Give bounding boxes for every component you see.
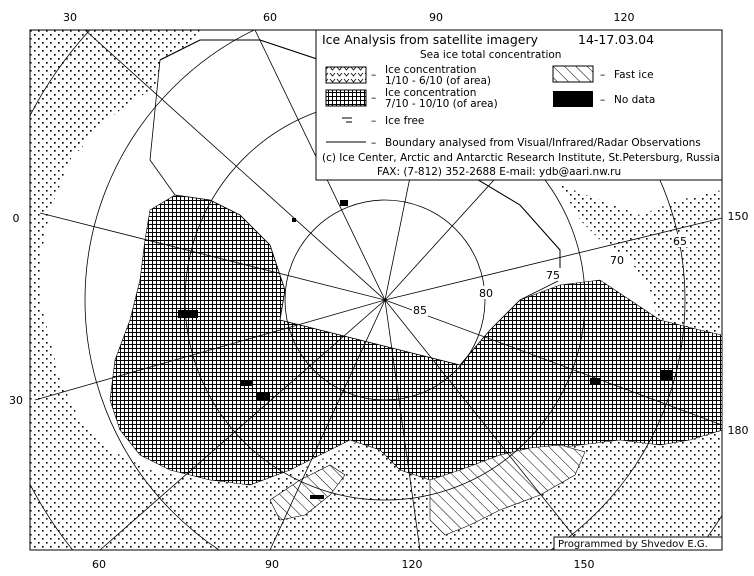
lat-label-75: 75 [546, 269, 560, 282]
lon-top-90: 90 [429, 11, 443, 24]
no-data-swatch [553, 91, 593, 107]
legend-dash-free: – [371, 115, 377, 127]
credits-contact: FAX: (7-812) 352-2688 E-mail: ydb@aari.nw.ru [377, 166, 622, 178]
legend-subtitle: Sea ice total concentration [420, 49, 562, 61]
legend-no-data: No data [614, 94, 656, 106]
legend-boundary: Boundary analysed from Visual/Infrared/Radar Observations [385, 137, 701, 149]
open-ice-swatch [326, 67, 366, 83]
lon-bottom-150: 150 [573, 558, 595, 571]
legend-dash-close: – [371, 92, 377, 104]
legend-title: Ice Analysis from satellite imagery [322, 32, 538, 47]
lon-right-150: 150 [727, 210, 749, 223]
credits-institute: (c) Ice Center, Arctic and Antarctic Research Institute, St.Petersburg, Russia [322, 152, 720, 164]
legend-close-ice-line1: Ice concentration [385, 87, 477, 99]
fast-ice-swatch [553, 66, 593, 82]
lon-bottom-90: 90 [265, 558, 279, 571]
legend-dash-nodata: – [600, 94, 606, 106]
legend-dash-boundary: – [371, 137, 377, 149]
legend-close-ice-line2: 7/10 - 10/10 (of area) [385, 98, 498, 110]
lat-label-65: 65 [673, 235, 687, 248]
lon-left-30: 30 [9, 394, 23, 407]
lat-label-70: 70 [610, 254, 624, 267]
legend-dates: 14-17.03.04 [578, 32, 655, 47]
programmer-credit: Programmed by Shvedov E.G. [558, 539, 708, 550]
close-ice-swatch [326, 90, 366, 106]
legend-ice-free: Ice free [385, 115, 425, 127]
legend-open-ice-line1: Ice concentration [385, 64, 477, 76]
lon-bottom-60: 60 [92, 558, 106, 571]
legend-dash-open: – [371, 69, 377, 81]
legend-box [316, 30, 722, 180]
lat-label-80: 80 [479, 287, 493, 300]
legend-open-ice-line2: 1/10 - 6/10 (of area) [385, 75, 492, 87]
programmer-credit-box [554, 537, 722, 550]
lon-bottom-120: 120 [401, 558, 423, 571]
lon-top-60: 60 [263, 11, 277, 24]
lon-top-120: 120 [613, 11, 635, 24]
lon-left-0: 0 [12, 212, 20, 225]
legend-dash-fast: – [600, 69, 606, 81]
lon-top-30: 30 [63, 11, 77, 24]
lon-right-180: 180 [727, 424, 749, 437]
lat-label-85: 85 [413, 304, 427, 317]
legend-fast-ice: Fast ice [614, 69, 654, 81]
